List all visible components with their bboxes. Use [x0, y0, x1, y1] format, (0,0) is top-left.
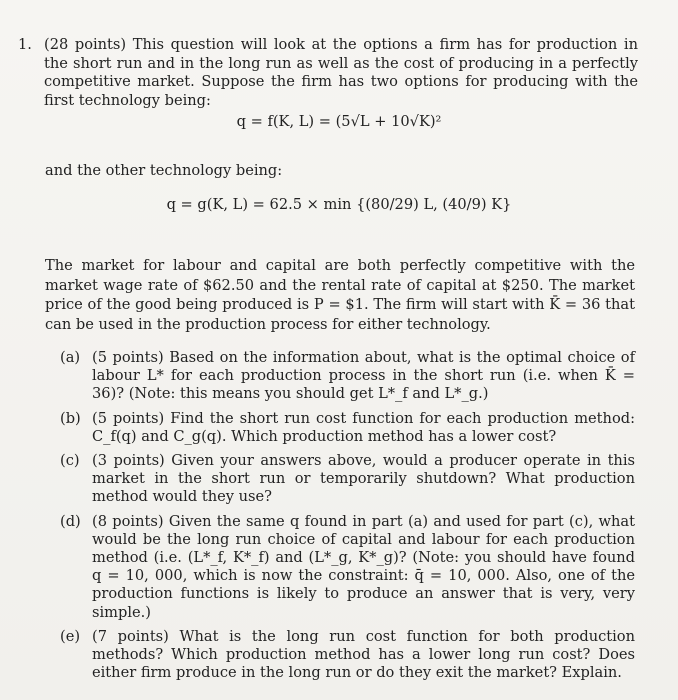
problem-intro: (28 points) This question will look at the options a firm has for production in the short run and in the long run as well as the cost of producing in a perfectly competitive market. Suppose the firm has two options for producing with the first technology being:	[44, 36, 638, 109]
subquestion-label: (d)	[60, 512, 81, 530]
subquestion-text: (8 points) Given the same q found in part (a) and used for part (c), what would be the long run choice of capital and labour for each production method (i.e. (L*_f, K*_f) and (L*_g, K*_g)? (Note: you should have found q = 10, 000, which is now the constraint: q̄ = 10, 000. Also, one of the production functions is likely to produce an answer that is very, very simple.)	[92, 512, 635, 621]
subquestion-text: (5 points) Find the short run cost function for each production method: C_f(q) and C_g(q). Which production method has a lower cost?	[92, 409, 635, 445]
problem-number: 1.	[18, 36, 32, 53]
subquestion-e	[60, 628, 635, 683]
second-technology-lead: and the other technology being:	[45, 162, 283, 179]
subquestion-c	[60, 452, 635, 507]
subquestion-label: (e)	[60, 627, 81, 645]
subquestions	[60, 349, 635, 682]
subquestion-a	[60, 349, 635, 404]
market-conditions: The market for labour and capital are both perfectly competitive with the market wage rate of $62.50 and the rental rate of capital at $250. The market price of the good being produced is P = $1. The firm will start with K̄ = 36 that can be used in the production process for either technology.	[45, 257, 635, 333]
subquestion-b	[60, 410, 635, 446]
subquestion-d	[60, 513, 635, 622]
subquestion-label: (a)	[60, 349, 81, 366]
subquestion-text: (7 points) What is the long run cost function for both production methods? Which production method has a lower long run cost? Does either firm produce in the long run or do they exit the market? Explain.	[92, 627, 635, 682]
subquestion-text: (3 points) Given your answers above, would a producer operate in this market in the short run or temporarily shutdown? What production method would they use?	[92, 452, 635, 506]
problem-statement	[18, 36, 638, 110]
equation-technology-f: q = f(K, L) = (5√L + 10√K)²	[236, 113, 442, 130]
subquestion-label: (b)	[60, 409, 81, 427]
subquestion-text: (5 points) Based on the information about, what is the optimal choice of labour L* for each production process in the short run (i.e. when K̄ = 36)? (Note: this means you should get L*_f and L*_g.)	[92, 349, 635, 403]
equation-technology-g: q = g(K, L) = 62.5 × min {(80/29) L, (40/9) K}	[166, 196, 512, 213]
subquestion-label: (c)	[60, 452, 80, 470]
